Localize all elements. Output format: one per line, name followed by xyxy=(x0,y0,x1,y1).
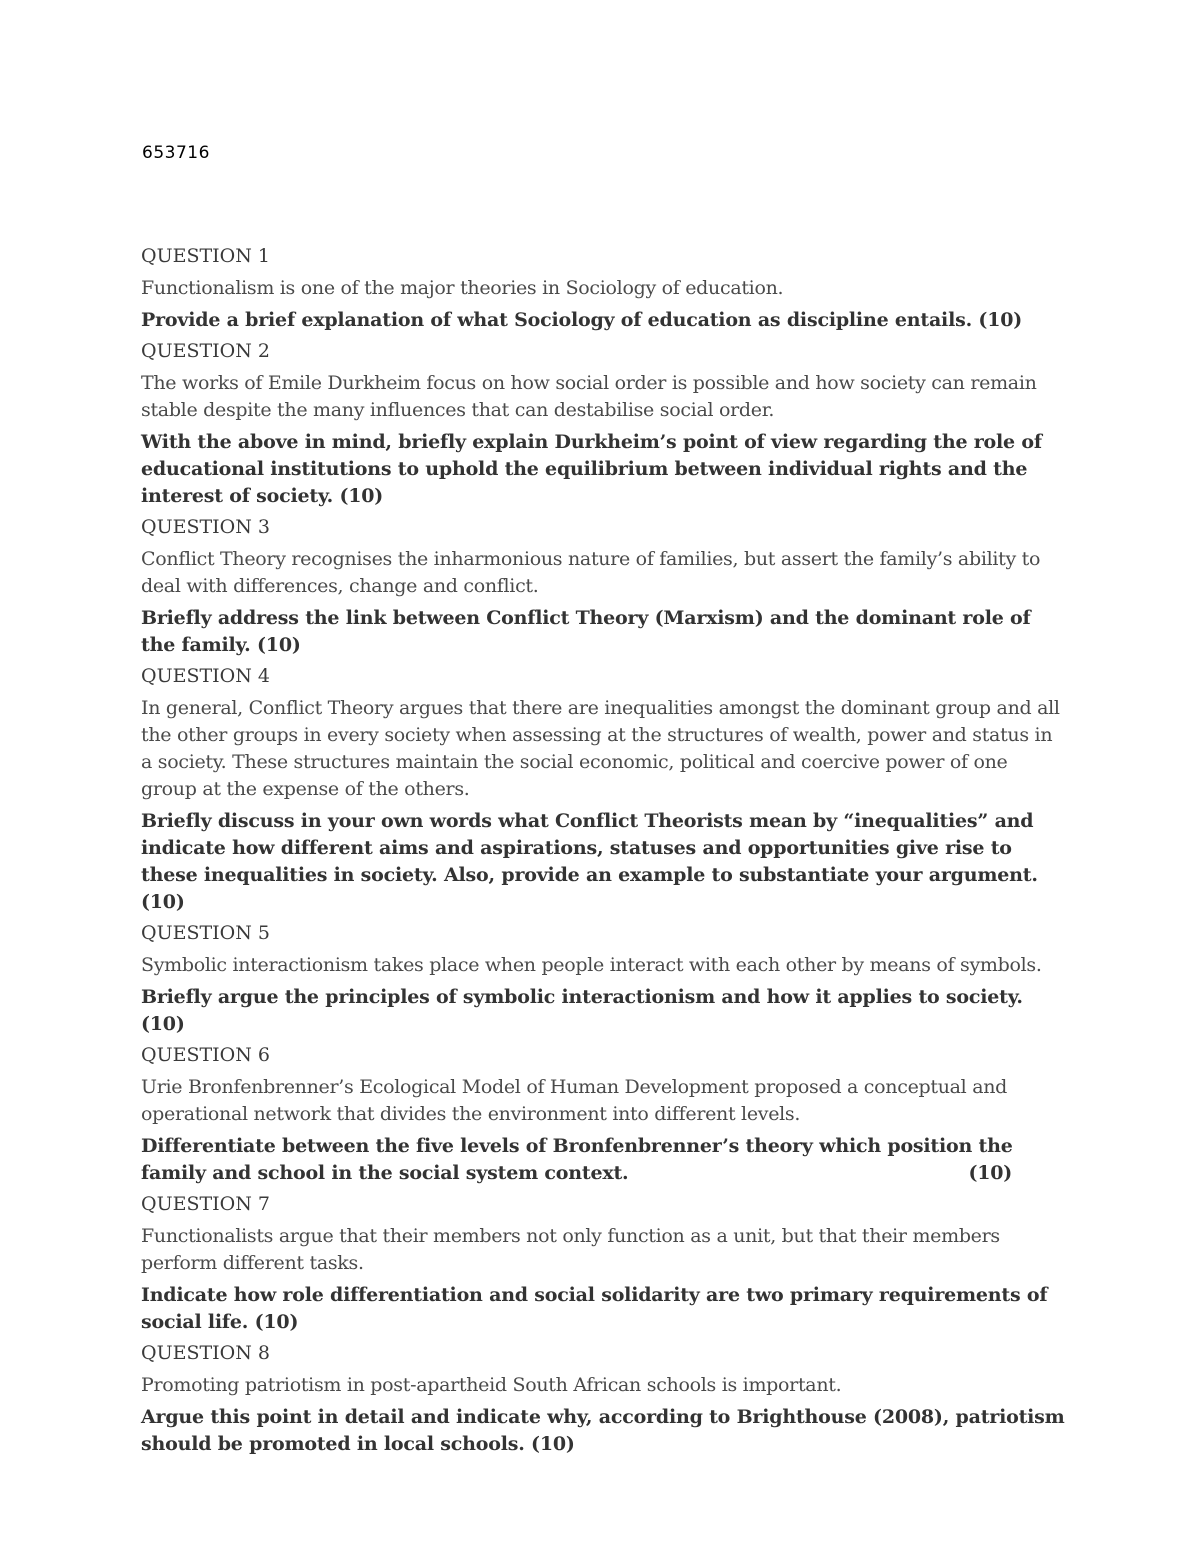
question-2 xyxy=(141,338,1066,510)
question-3 xyxy=(141,514,1066,659)
question-list xyxy=(141,243,1066,1462)
question-7 xyxy=(141,1191,1066,1336)
question-intro: Conflict Theory recognises the inharmonious nature of families, but assert the family’s ability to deal with differences, change and conflict. xyxy=(141,548,1041,597)
question-6 xyxy=(141,1042,1066,1187)
question-marks: (10) xyxy=(968,1162,1013,1184)
question-task-text: Differentiate between the five levels of Bronfenbrenner’s theory which position the family and school in the social system context. xyxy=(141,1135,1013,1184)
question-intro: Symbolic interactionism takes place when people interact with each other by means of symbols. xyxy=(141,954,1042,976)
question-heading: QUESTION 5 xyxy=(141,922,270,944)
question-intro: Functionalists argue that their members not only function as a unit, but that their members perform different tasks. xyxy=(141,1225,1000,1274)
question-1 xyxy=(141,243,1066,334)
question-task xyxy=(141,1133,1066,1187)
question-task: Briefly address the link between Conflict Theory (Marxism) and the dominant role of the family. (10) xyxy=(141,607,1031,656)
question-intro: Promoting patriotism in post-apartheid South African schools is important. xyxy=(141,1374,842,1396)
question-heading: QUESTION 6 xyxy=(141,1044,270,1066)
question-heading: QUESTION 8 xyxy=(141,1342,270,1364)
document-id: 653716 xyxy=(142,143,210,163)
question-intro: The works of Emile Durkheim focus on how social order is possible and how society can remain stable despite the many influences that can destabilise social order. xyxy=(141,372,1037,421)
question-task: Provide a brief explanation of what Sociology of education as discipline entails. (10) xyxy=(141,309,1023,331)
question-heading: QUESTION 7 xyxy=(141,1193,270,1215)
question-task: Argue this point in detail and indicate why, according to Brighthouse (2008), patriotism should be promoted in local schools. (10) xyxy=(141,1406,1065,1455)
question-intro: In general, Conflict Theory argues that there are inequalities amongst the dominant group and all the other groups in every society when assessing at the structures of wealth, power and status in a society. These structures maintain the social economic, political and coercive power of one group at the expense of the others. xyxy=(141,697,1060,800)
question-intro: Urie Bronfenbrenner’s Ecological Model of Human Development proposed a conceptual and operational network that divides the environment into different levels. xyxy=(141,1076,1008,1125)
question-heading: QUESTION 1 xyxy=(141,245,270,267)
question-5 xyxy=(141,920,1066,1038)
question-task: Briefly discuss in your own words what Conflict Theorists mean by “inequalities” and indicate how different aims and aspirations, statuses and opportunities give rise to these inequalities in society. Also, provide an example to substantiate your argument. (10) xyxy=(141,810,1038,913)
question-task: Indicate how role differentiation and social solidarity are two primary requirements of social life. (10) xyxy=(141,1284,1048,1333)
question-8 xyxy=(141,1340,1066,1458)
question-heading: QUESTION 3 xyxy=(141,516,270,538)
question-task: With the above in mind, briefly explain Durkheim’s point of view regarding the role of educational institutions to uphold the equilibrium between individual rights and the interest of society. (10) xyxy=(141,431,1042,507)
question-heading: QUESTION 2 xyxy=(141,340,270,362)
question-task: Briefly argue the principles of symbolic interactionism and how it applies to society. (10) xyxy=(141,986,1023,1035)
question-intro: Functionalism is one of the major theories in Sociology of education. xyxy=(141,277,784,299)
question-4 xyxy=(141,663,1066,916)
question-heading: QUESTION 4 xyxy=(141,665,270,687)
